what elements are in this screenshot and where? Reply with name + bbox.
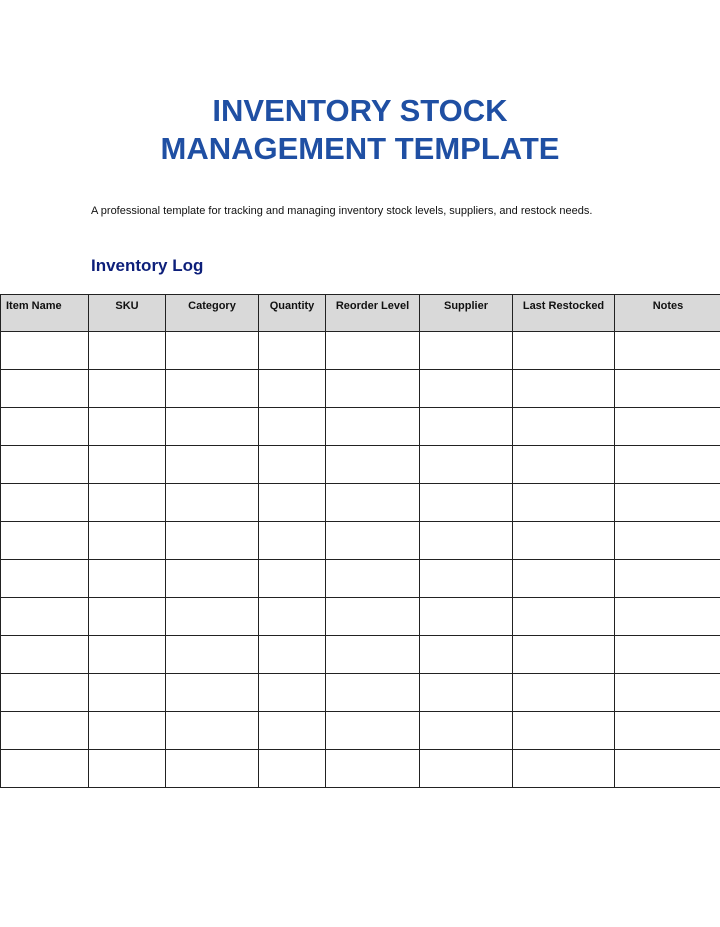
cell-last-restocked[interactable] [513,332,615,370]
cell-reorder-level[interactable] [326,560,420,598]
cell-sku[interactable] [89,408,166,446]
cell-reorder-level[interactable] [326,712,420,750]
table-row [1,522,720,560]
cell-supplier[interactable] [420,446,513,484]
column-header-reorder-level: Reorder Level [326,295,420,332]
cell-notes[interactable] [615,750,720,788]
cell-reorder-level[interactable] [326,674,420,712]
cell-category[interactable] [166,484,259,522]
cell-item-name[interactable] [1,484,89,522]
cell-last-restocked[interactable] [513,750,615,788]
cell-item-name[interactable] [1,712,89,750]
cell-sku[interactable] [89,446,166,484]
cell-reorder-level[interactable] [326,484,420,522]
cell-category[interactable] [166,560,259,598]
cell-category[interactable] [166,408,259,446]
table-row [1,370,720,408]
cell-sku[interactable] [89,370,166,408]
cell-supplier[interactable] [420,560,513,598]
table-row [1,636,720,674]
cell-reorder-level[interactable] [326,332,420,370]
cell-item-name[interactable] [1,750,89,788]
table-row [1,598,720,636]
cell-notes[interactable] [615,332,720,370]
cell-quantity[interactable] [259,370,326,408]
cell-notes[interactable] [615,370,720,408]
column-header-last-restocked: Last Restocked [513,295,615,332]
cell-supplier[interactable] [420,522,513,560]
cell-notes[interactable] [615,484,720,522]
column-header-category: Category [166,295,259,332]
cell-sku[interactable] [89,560,166,598]
cell-sku[interactable] [89,484,166,522]
cell-item-name[interactable] [1,636,89,674]
cell-reorder-level[interactable] [326,370,420,408]
cell-notes[interactable] [615,446,720,484]
cell-sku[interactable] [89,712,166,750]
cell-reorder-level[interactable] [326,598,420,636]
cell-sku[interactable] [89,674,166,712]
cell-category[interactable] [166,332,259,370]
table-row [1,446,720,484]
cell-item-name[interactable] [1,598,89,636]
cell-item-name[interactable] [1,370,89,408]
cell-last-restocked[interactable] [513,598,615,636]
cell-quantity[interactable] [259,560,326,598]
cell-category[interactable] [166,598,259,636]
cell-item-name[interactable] [1,674,89,712]
cell-supplier[interactable] [420,484,513,522]
cell-notes[interactable] [615,560,720,598]
cell-item-name[interactable] [1,560,89,598]
cell-last-restocked[interactable] [513,522,615,560]
cell-sku[interactable] [89,598,166,636]
cell-item-name[interactable] [1,408,89,446]
cell-last-restocked[interactable] [513,408,615,446]
cell-item-name[interactable] [1,332,89,370]
cell-last-restocked[interactable] [513,446,615,484]
cell-quantity[interactable] [259,750,326,788]
cell-quantity[interactable] [259,484,326,522]
cell-reorder-level[interactable] [326,750,420,788]
cell-item-name[interactable] [1,446,89,484]
cell-reorder-level[interactable] [326,408,420,446]
table-row [1,484,720,522]
cell-item-name[interactable] [1,522,89,560]
column-header-notes: Notes [615,295,720,332]
cell-supplier[interactable] [420,750,513,788]
cell-category[interactable] [166,370,259,408]
cell-notes[interactable] [615,636,720,674]
cell-notes[interactable] [615,522,720,560]
cell-last-restocked[interactable] [513,484,615,522]
cell-notes[interactable] [615,408,720,446]
cell-supplier[interactable] [420,370,513,408]
cell-quantity[interactable] [259,408,326,446]
cell-sku[interactable] [89,636,166,674]
table-row [1,332,720,370]
cell-category[interactable] [166,750,259,788]
cell-quantity[interactable] [259,712,326,750]
cell-notes[interactable] [615,598,720,636]
cell-category[interactable] [166,446,259,484]
cell-last-restocked[interactable] [513,560,615,598]
cell-quantity[interactable] [259,598,326,636]
table-row [1,560,720,598]
cell-quantity[interactable] [259,636,326,674]
cell-reorder-level[interactable] [326,636,420,674]
table-row [1,712,720,750]
cell-supplier[interactable] [420,598,513,636]
cell-category[interactable] [166,636,259,674]
title-line-1: INVENTORY STOCK [212,93,508,128]
table-row [1,408,720,446]
document-title [0,92,720,168]
cell-sku[interactable] [89,522,166,560]
cell-category[interactable] [166,522,259,560]
cell-supplier[interactable] [420,636,513,674]
cell-quantity[interactable] [259,522,326,560]
cell-last-restocked[interactable] [513,674,615,712]
column-header-item-name: Item Name [1,295,89,332]
cell-quantity[interactable] [259,332,326,370]
cell-category[interactable] [166,712,259,750]
column-header-quantity: Quantity [259,295,326,332]
cell-notes[interactable] [615,674,720,712]
cell-last-restocked[interactable] [513,636,615,674]
section-heading-inventory-log: Inventory Log [91,256,204,275]
title-line-2: MANAGEMENT TEMPLATE [160,131,560,166]
column-header-supplier: Supplier [420,295,513,332]
document-description: A professional template for tracking and managing inventory stock levels, suppliers, and restock needs. [91,205,593,217]
cell-quantity[interactable] [259,446,326,484]
cell-last-restocked[interactable] [513,370,615,408]
cell-last-restocked[interactable] [513,712,615,750]
cell-supplier[interactable] [420,712,513,750]
cell-sku[interactable] [89,332,166,370]
cell-supplier[interactable] [420,674,513,712]
cell-category[interactable] [166,674,259,712]
column-header-sku: SKU [89,295,166,332]
inventory-log-table [0,294,720,788]
cell-sku[interactable] [89,750,166,788]
table-row [1,674,720,712]
table-header-row [1,295,720,332]
cell-supplier[interactable] [420,408,513,446]
cell-supplier[interactable] [420,332,513,370]
table-row [1,750,720,788]
cell-notes[interactable] [615,712,720,750]
cell-reorder-level[interactable] [326,522,420,560]
cell-quantity[interactable] [259,674,326,712]
cell-reorder-level[interactable] [326,446,420,484]
